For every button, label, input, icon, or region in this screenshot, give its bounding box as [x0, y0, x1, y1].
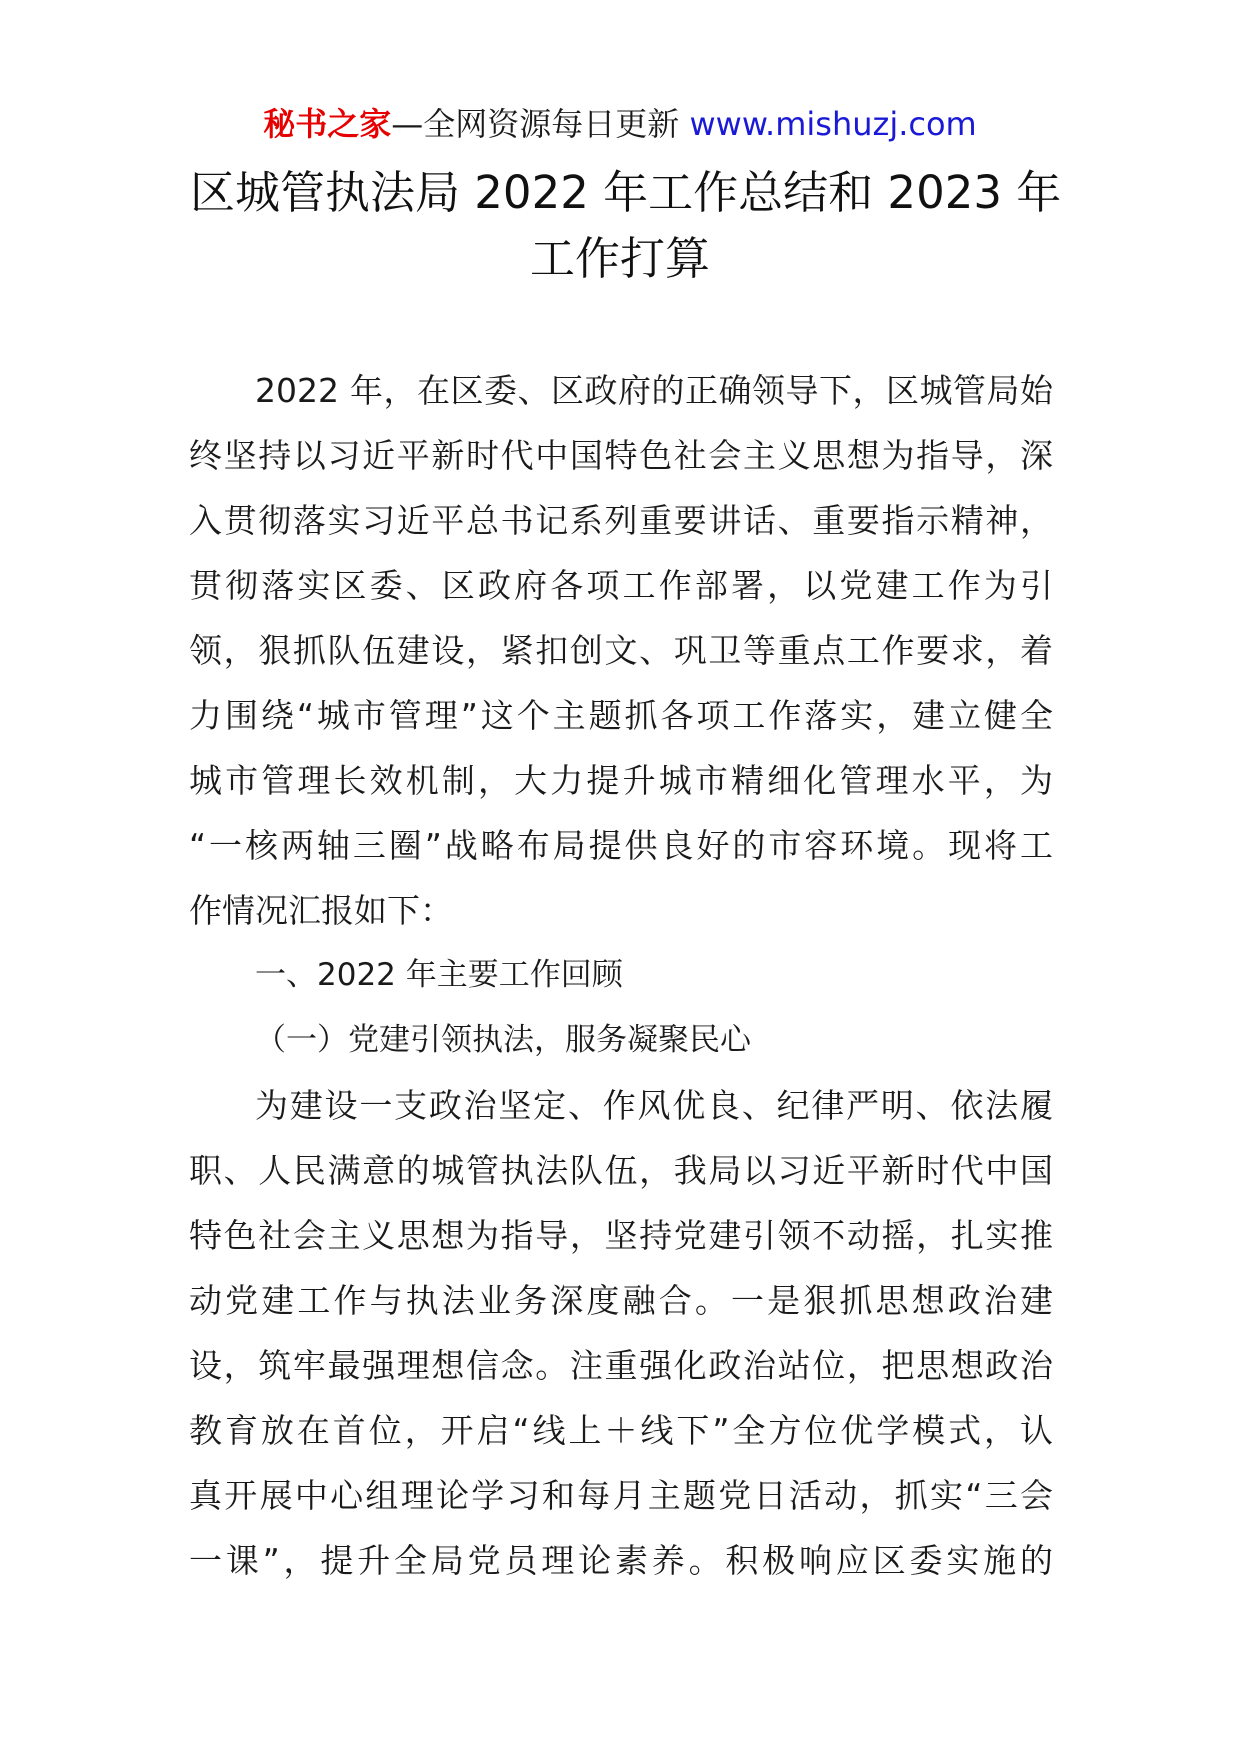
subsection-heading: （一）党建引领执法，服务凝聚民心 [255, 1022, 751, 1058]
section-heading: 一、2022 年主要工作回顾 [255, 957, 623, 993]
body-line: 一课”，提升全局党员理论素养。积极响应区委实施的 [189, 1541, 1053, 1580]
body-line: 领，狠抓队伍建设，紧扣创文、巩卫等重点工作要求，着 [189, 631, 1053, 670]
body-line: 入贯彻落实习近平总书记系列重要讲话、重要指示精神， [189, 501, 1053, 540]
body-line: 为建设一支政治坚定、作风优良、纪律严明、依法履 [255, 1086, 1053, 1125]
document-body [189, 358, 1053, 1593]
body-line: 终坚持以习近平新时代中国特色社会主义思想为指导，深 [189, 436, 1053, 475]
body-line: 动党建工作与执法业务深度融合。一是狠抓思想政治建 [189, 1281, 1053, 1320]
body-line: 贯彻落实区委、区政府各项工作部署，以党建工作为引 [189, 566, 1053, 605]
watermark-tagline: —全网资源每日更新 [391, 105, 690, 143]
body-line: 城市管理长效机制，大力提升城市精细化管理水平，为 [189, 761, 1053, 800]
title-line-2: 工作打算 [529, 232, 710, 285]
body-line: 真开展中心组理论学习和每月主题党日活动，抓实“三会 [189, 1476, 1053, 1515]
body-line: 特色社会主义思想为指导，坚持党建引领不动摇，扎实推 [189, 1216, 1053, 1255]
document-title [190, 160, 1062, 292]
title-line-1: 区城管执法局 2022 年工作总结和 2023 年 [190, 166, 1062, 219]
body-line: “一核两轴三圈”战略布局提供良好的市容环境。现将工 [189, 826, 1053, 865]
body-line: 教育放在首位，开启“线上＋线下”全方位优学模式，认 [189, 1411, 1053, 1450]
watermark-url: www.mishuzj.com [689, 105, 977, 143]
body-line: 力围绕“城市管理”这个主题抓各项工作落实，建立健全 [189, 696, 1053, 735]
body-line: 职、人民满意的城管执法队伍，我局以习近平新时代中国 [189, 1151, 1053, 1190]
body-line: 设，筑牢最强理想信念。注重强化政治站位，把思想政治 [189, 1346, 1053, 1385]
body-line: 作情况汇报如下： [189, 891, 453, 930]
body-line: 2022 年，在区委、区政府的正确领导下，区城管局始 [255, 371, 1053, 410]
site-watermark [0, 100, 1240, 148]
watermark-brand: 秘书之家 [263, 105, 392, 143]
